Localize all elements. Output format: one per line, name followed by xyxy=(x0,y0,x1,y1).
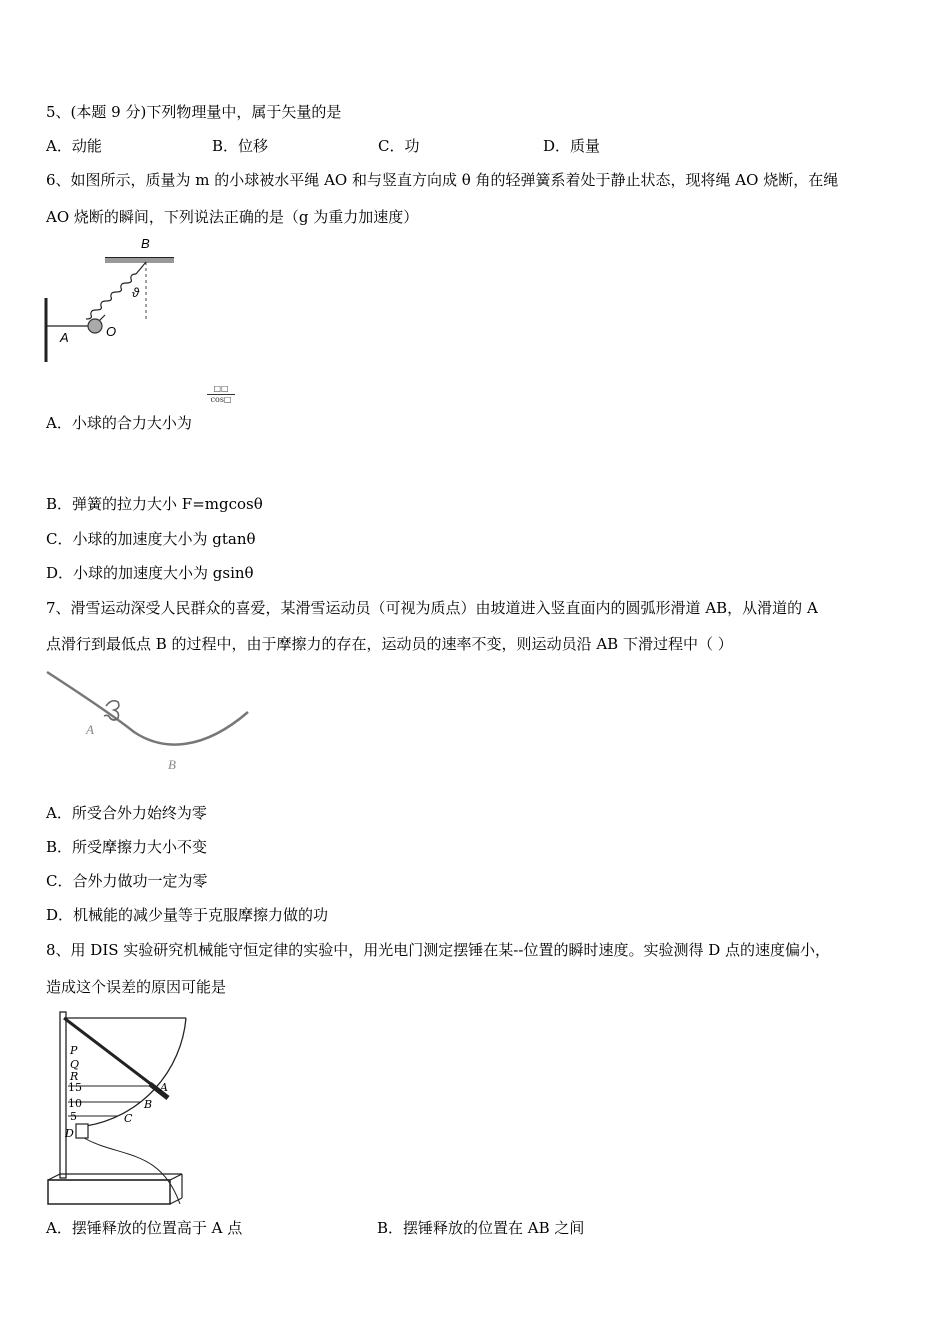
q6-figure xyxy=(40,236,190,366)
q7-option-d: D．机械能的减少量等于克服摩擦力做的功 xyxy=(46,906,329,924)
q6-option-d: D．小球的加速度大小为 gsinθ xyxy=(46,564,254,582)
q6-option-c: C．小球的加速度大小为 gtanθ xyxy=(46,530,256,548)
q8-label-r: R xyxy=(70,1070,79,1083)
q5-stem: 5、(本题 9 分)下列物理量中，属于矢量的是 xyxy=(46,103,342,121)
q7-figure xyxy=(44,666,254,776)
q7-label-b: B xyxy=(168,757,176,772)
q6-option-b: B．弹簧的拉力大小 F=mgcosθ xyxy=(46,495,263,513)
q8-label-p: P xyxy=(70,1044,78,1057)
q7-stem-line2: 点滑行到最低点 B 的过程中，由于摩擦力的存在，运动员的速率不变，则运动员沿 AB 下滑过程中（ ） xyxy=(46,635,733,653)
q6-option-a-fraction xyxy=(207,384,235,405)
q8-option-a: A．摆锤释放的位置高于 A 点 xyxy=(46,1219,243,1237)
q6-fraction-denominator: cos□ xyxy=(207,394,235,405)
q6-label-b: B xyxy=(141,236,150,251)
q7-stem-line1: 7、滑雪运动深受人民群众的喜爱，某滑雪运动员（可视为质点）由坡道进入竖直面内的圆弧形滑道 AB，从滑道的 A xyxy=(46,599,818,617)
q5-option-b: B．位移 xyxy=(212,137,269,155)
q6-option-a: A．小球的合力大小为 xyxy=(46,414,192,432)
q7-option-c: C．合外力做功一定为零 xyxy=(46,872,208,890)
q8-figure xyxy=(40,1008,200,1208)
q6-stem-line2: AO 烧断的瞬间，下列说法正确的是（g 为重力加速度） xyxy=(46,208,419,226)
q8-label-c: C xyxy=(124,1112,133,1125)
q7-option-a: A．所受合外力始终为零 xyxy=(46,804,207,822)
q6-fraction-numerator: □□ xyxy=(213,384,229,393)
q6-label-a: A xyxy=(60,330,69,345)
q6-label-o: O xyxy=(106,324,117,339)
q5-option-a: A．动能 xyxy=(46,137,102,155)
q8-label-q: Q xyxy=(70,1058,80,1071)
q7-option-b: B．所受摩擦力大小不变 xyxy=(46,838,208,856)
q8-tick-5: 5 xyxy=(70,1110,77,1123)
q8-stem-line2: 造成这个误差的原因可能是 xyxy=(46,978,227,996)
q6-label-theta: ϑ xyxy=(132,285,140,300)
q6-stem-line1: 6、如图所示，质量为 m 的小球被水平绳 AO 和与竖直方向成 θ 角的轻弹簧系着处于静止状态，现将绳 AO 烧断，在绳 xyxy=(46,171,839,189)
q8-label-b: B xyxy=(144,1098,153,1111)
q5-option-c: C．功 xyxy=(378,137,420,155)
q7-label-a: A xyxy=(86,722,94,737)
q8-option-b: B．摆锤释放的位置在 AB 之间 xyxy=(377,1219,585,1237)
q8-stem-line1: 8、用 DIS 实验研究机械能守恒定律的实验中，用光电门测定摆锤在某--位置的瞬时速度。实验测得 D 点的速度偏小， xyxy=(46,941,831,959)
q8-tick-15: 15 xyxy=(68,1081,82,1094)
q5-option-d: D．质量 xyxy=(543,137,601,155)
q8-label-a: A xyxy=(160,1081,168,1094)
q8-label-d: D xyxy=(65,1127,74,1140)
q8-tick-10: 10 xyxy=(68,1097,82,1110)
